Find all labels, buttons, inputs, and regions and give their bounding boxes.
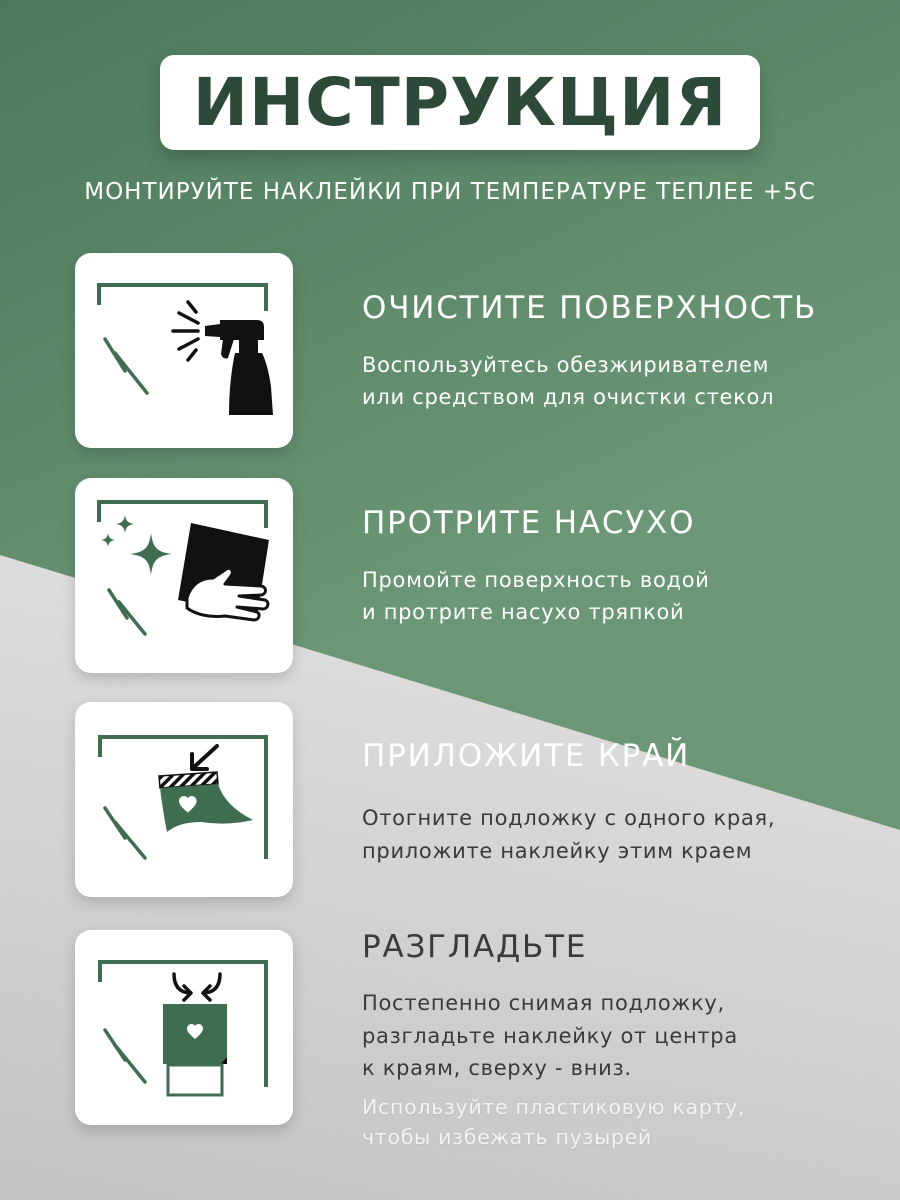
- sparkle-icon: [101, 533, 115, 547]
- description-line: Воспользуйтесь обезжиривателем: [362, 353, 770, 377]
- spray-mist: [173, 302, 198, 360]
- step-heading: ОЧИСТИТЕ ПОВЕРХНОСТЬ: [362, 290, 818, 326]
- step-heading: ПРОТРИТЕ НАСУХО: [362, 505, 696, 541]
- sparkle-icon: [116, 515, 134, 533]
- glass-reflection: [109, 590, 127, 618]
- step-heading: РАЗГЛАДЬТЕ: [362, 929, 588, 965]
- tip-line: чтобы избежать пузырей: [362, 1125, 652, 1149]
- step-description: [362, 802, 775, 868]
- glass-reflection: [115, 822, 145, 858]
- title-banner: [160, 55, 760, 150]
- smooth-arrows-icon: [174, 974, 220, 1000]
- tip-note: [362, 1092, 745, 1152]
- spray-bottle: [205, 320, 273, 415]
- step-description: [362, 349, 774, 413]
- step-heading: ПРИЛОЖИТЕ КРАЙ: [362, 738, 691, 774]
- description-line: или средством для очистки стекол: [362, 385, 775, 409]
- smooth-sticker-icon: [75, 930, 293, 1125]
- step-icon-card: [75, 478, 293, 673]
- description-line: Постепенно снимая подложку,: [362, 991, 725, 1015]
- step-icon-card: [75, 702, 293, 897]
- glass-reflection: [115, 1045, 145, 1082]
- sparkle-icon: [130, 533, 172, 575]
- spray-bottle-icon: [75, 253, 293, 448]
- arrow-down-left-icon: [192, 746, 217, 769]
- backing-paper: [168, 1065, 222, 1095]
- step-icon-card: [75, 253, 293, 448]
- wipe-cloth-icon: [75, 478, 293, 673]
- temperature-note: МОНТИРУЙТЕ НАКЛЕЙКИ ПРИ ТЕМПЕРАТУРЕ ТЕПЛЕЕ +5С: [84, 179, 816, 205]
- apply-edge-icon: [75, 702, 293, 897]
- description-line: разгладьте наклейку от центра: [362, 1023, 738, 1048]
- description-line: к краям, сверху - вниз.: [362, 1056, 632, 1080]
- step-description: [362, 564, 710, 628]
- sticker: [160, 784, 253, 832]
- description-line: приложите наклейку этим краем: [362, 839, 753, 863]
- glass-reflection: [119, 602, 145, 634]
- step-icon-card: [75, 930, 293, 1125]
- tip-line: Используйте пластиковую карту,: [362, 1095, 746, 1119]
- window-frame: [99, 285, 266, 309]
- description-line: Отогните подложку с одного края,: [362, 806, 776, 830]
- glass-reflection: [115, 353, 147, 393]
- step-description: [362, 987, 738, 1085]
- page-title: ИНСТРУКЦИЯ: [192, 63, 728, 141]
- description-line: Промойте поверхность водой: [362, 568, 710, 592]
- description-line: и протрите насухо тряпкой: [362, 600, 685, 624]
